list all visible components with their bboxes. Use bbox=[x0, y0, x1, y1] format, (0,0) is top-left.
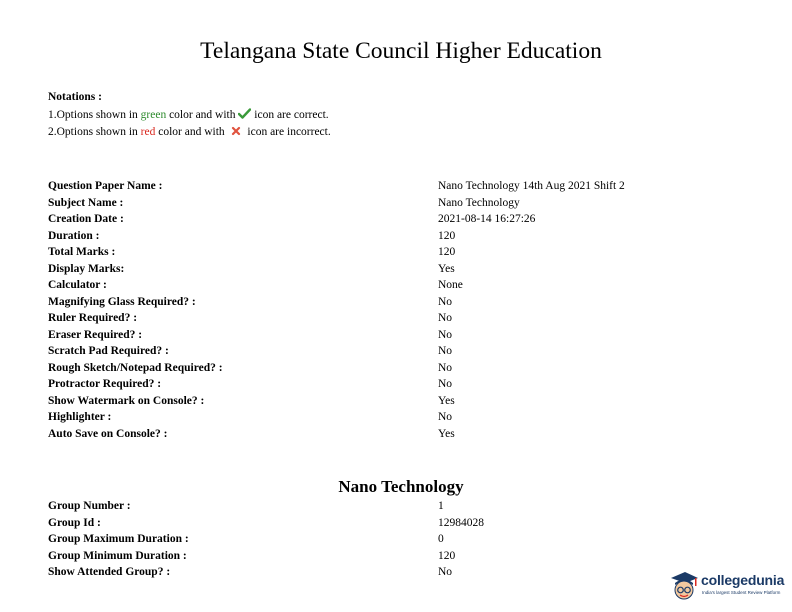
field-value: 120 bbox=[438, 229, 456, 242]
info-row bbox=[48, 261, 748, 278]
check-icon bbox=[238, 108, 251, 119]
info-row bbox=[48, 426, 748, 443]
field-value: No bbox=[438, 361, 453, 374]
field-label: Calculator : bbox=[48, 279, 107, 291]
logo-tagline: India's largest Student Review Platform bbox=[702, 590, 781, 595]
field-value: 120 bbox=[438, 549, 456, 562]
notation-text: 2.Options shown in bbox=[48, 126, 141, 138]
field-label: Duration : bbox=[48, 229, 100, 242]
field-label: Show Attended Group? : bbox=[48, 566, 171, 578]
field-value: No bbox=[438, 312, 453, 324]
field-value: 120 bbox=[438, 246, 456, 258]
notation-correct bbox=[48, 107, 331, 125]
info-row bbox=[48, 343, 748, 360]
logo-name: collegedunia bbox=[701, 572, 785, 588]
field-label: Creation Date : bbox=[48, 213, 124, 225]
info-row bbox=[48, 498, 748, 515]
field-value: Nano Technology bbox=[438, 196, 520, 209]
field-value: Yes bbox=[438, 262, 455, 275]
field-label: Group Number : bbox=[48, 500, 131, 512]
field-label: Group Id : bbox=[48, 516, 101, 529]
field-value: None bbox=[438, 279, 463, 291]
field-value: No bbox=[438, 566, 453, 578]
page-title: Telangana State Council Higher Education bbox=[200, 38, 602, 64]
field-label: Rough Sketch/Notepad Required? : bbox=[48, 361, 223, 374]
group-info-table bbox=[48, 498, 748, 581]
field-label: Magnifying Glass Required? : bbox=[48, 295, 196, 308]
notations-heading: Notations : bbox=[48, 91, 102, 103]
notation-text: 1.Options shown in bbox=[48, 108, 141, 121]
field-label: Group Minimum Duration : bbox=[48, 549, 187, 562]
field-value: No bbox=[438, 411, 453, 423]
field-value: 0 bbox=[438, 533, 444, 545]
field-value: Yes bbox=[438, 394, 455, 407]
field-label: Ruler Required? : bbox=[48, 312, 138, 324]
field-value: No bbox=[438, 328, 453, 341]
field-label: Protractor Required? : bbox=[48, 378, 162, 390]
field-label: Show Watermark on Console? : bbox=[48, 394, 205, 407]
info-row bbox=[48, 376, 748, 393]
notation-text: color and with bbox=[155, 126, 228, 138]
collegedunia-logo bbox=[669, 570, 784, 604]
notation-incorrect bbox=[48, 124, 331, 142]
info-row bbox=[48, 393, 748, 410]
info-row bbox=[48, 195, 748, 212]
cross-icon bbox=[231, 126, 241, 136]
info-row bbox=[48, 409, 748, 426]
info-row bbox=[48, 294, 748, 311]
info-row bbox=[48, 244, 748, 261]
notation-text: icon are correct. bbox=[251, 108, 329, 121]
info-row bbox=[48, 327, 748, 344]
notation-text: color and with bbox=[166, 108, 239, 121]
mascot-icon bbox=[669, 570, 699, 604]
field-value: 2021-08-14 16:27:26 bbox=[438, 213, 536, 225]
notations bbox=[48, 89, 331, 142]
info-row bbox=[48, 178, 748, 195]
field-value: No bbox=[438, 378, 453, 390]
field-value: 1 bbox=[438, 500, 444, 512]
field-label: Highlighter : bbox=[48, 411, 112, 423]
info-row bbox=[48, 515, 748, 532]
info-row bbox=[48, 564, 748, 581]
field-value: No bbox=[438, 295, 453, 308]
field-value: 12984028 bbox=[438, 516, 484, 529]
field-value: Nano Technology 14th Aug 2021 Shift 2 bbox=[438, 180, 625, 192]
field-label: Scratch Pad Required? : bbox=[48, 345, 169, 357]
info-row bbox=[48, 531, 748, 548]
info-row bbox=[48, 310, 748, 327]
info-row bbox=[48, 228, 748, 245]
field-label: Auto Save on Console? : bbox=[48, 427, 168, 440]
field-label: Group Maximum Duration : bbox=[48, 533, 189, 545]
green-word: green bbox=[140, 108, 167, 121]
red-word: red bbox=[140, 126, 156, 138]
info-row bbox=[48, 277, 748, 294]
field-label: Question Paper Name : bbox=[48, 180, 163, 192]
paper-info-table bbox=[48, 178, 748, 442]
field-label: Subject Name : bbox=[48, 196, 124, 209]
info-row bbox=[48, 360, 748, 377]
field-value: Yes bbox=[438, 427, 455, 440]
field-label: Total Marks : bbox=[48, 246, 116, 258]
field-label: Display Marks: bbox=[48, 262, 125, 275]
info-row bbox=[48, 211, 748, 228]
field-value: No bbox=[438, 345, 453, 357]
info-row bbox=[48, 548, 748, 565]
field-label: Eraser Required? : bbox=[48, 328, 143, 341]
section-title: Nano Technology bbox=[338, 477, 464, 496]
notation-text: icon are incorrect. bbox=[244, 126, 331, 138]
